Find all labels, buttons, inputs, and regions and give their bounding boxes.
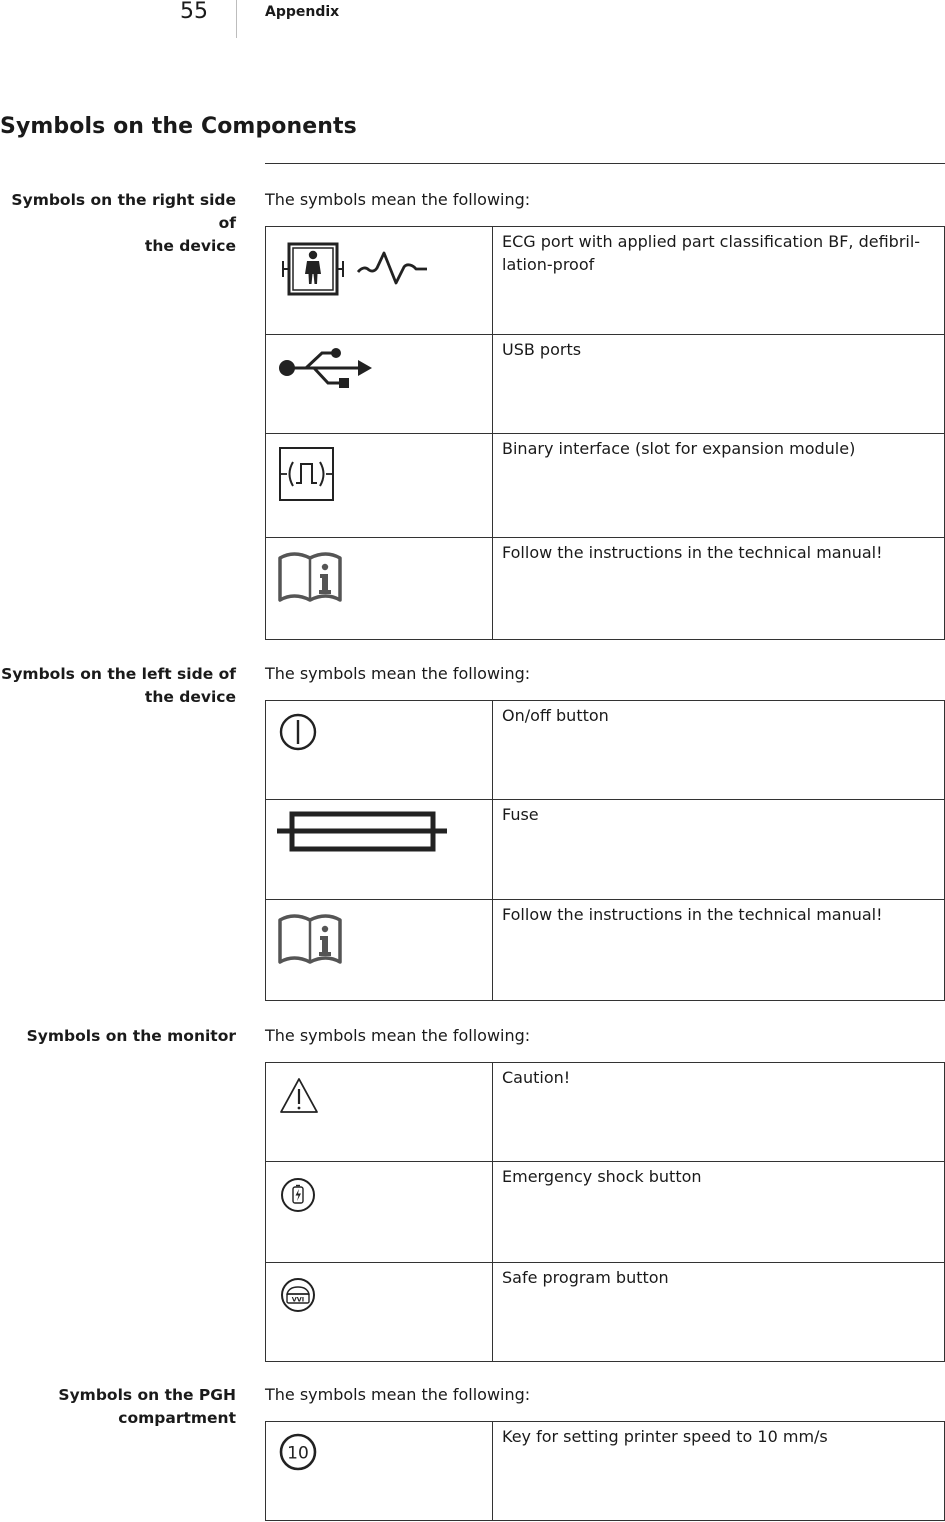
section-label-line: Symbols on the right side of bbox=[11, 191, 236, 232]
symbols-table-monitor bbox=[265, 1062, 945, 1362]
symbol-description: Emergency shock button bbox=[493, 1162, 945, 1263]
header-section-label: Appendix bbox=[265, 4, 340, 20]
printer-speed-icon-label: 10 bbox=[287, 1443, 309, 1464]
section-label-line: compartment bbox=[118, 1409, 236, 1427]
section-label-right-side bbox=[0, 189, 236, 258]
section-label-left-side bbox=[0, 663, 236, 709]
table-row bbox=[266, 900, 945, 1001]
section-label-monitor bbox=[0, 1025, 236, 1048]
table-row bbox=[266, 1263, 945, 1362]
ecg-port-bf-defib-icon bbox=[280, 241, 440, 297]
symbol-cell bbox=[266, 227, 493, 335]
symbol-description bbox=[493, 227, 945, 335]
symbol-description: USB ports bbox=[493, 335, 945, 434]
symbol-cell bbox=[266, 800, 493, 900]
table-row bbox=[266, 227, 945, 335]
table-row bbox=[266, 800, 945, 900]
printer-speed-10-icon bbox=[279, 1432, 321, 1474]
usb-icon bbox=[278, 347, 378, 391]
table-row bbox=[266, 701, 945, 800]
technical-manual-icon bbox=[278, 912, 344, 964]
section-label-line: Symbols on the left side of bbox=[1, 665, 236, 683]
safe-program-icon-label: VVI bbox=[291, 1295, 305, 1304]
symbol-description: Caution! bbox=[493, 1063, 945, 1162]
safe-program-icon bbox=[280, 1277, 320, 1317]
page-title: Symbols on the Components bbox=[0, 114, 357, 139]
section-intro: The symbols mean the following: bbox=[265, 664, 531, 683]
symbol-description: Follow the instructions in the technical manual! bbox=[493, 538, 945, 640]
symbol-description: Safe program button bbox=[493, 1263, 945, 1362]
symbols-table-right-side bbox=[265, 226, 945, 640]
table-row bbox=[266, 538, 945, 640]
symbol-cell bbox=[266, 335, 493, 434]
symbols-table-left-side bbox=[265, 700, 945, 1001]
symbol-description: Key for setting printer speed to 10 mm/s bbox=[493, 1422, 945, 1521]
caution-icon bbox=[280, 1077, 320, 1115]
section-intro: The symbols mean the following: bbox=[265, 190, 531, 209]
section-label-line: the device bbox=[144, 237, 236, 255]
description-line: ECG port with applied part classification BF, defibril- bbox=[502, 232, 921, 251]
symbol-cell bbox=[266, 434, 493, 538]
symbol-cell bbox=[266, 1063, 493, 1162]
symbols-table-pgh bbox=[265, 1421, 945, 1521]
symbol-cell bbox=[266, 701, 493, 800]
symbol-description: Follow the instructions in the technical manual! bbox=[493, 900, 945, 1001]
symbol-cell bbox=[266, 900, 493, 1001]
section-label-line: Symbols on the PGH bbox=[58, 1386, 236, 1404]
symbol-cell bbox=[266, 538, 493, 640]
page-number: 55 bbox=[180, 0, 208, 24]
power-icon bbox=[279, 713, 319, 753]
symbol-cell bbox=[266, 1263, 493, 1362]
binary-interface-icon bbox=[278, 446, 338, 504]
symbol-description: On/off button bbox=[493, 701, 945, 800]
symbol-cell bbox=[266, 1162, 493, 1263]
title-rule bbox=[265, 163, 945, 164]
table-row bbox=[266, 1162, 945, 1263]
section-intro: The symbols mean the following: bbox=[265, 1026, 531, 1045]
symbol-description: Fuse bbox=[493, 800, 945, 900]
description-line: lation-proof bbox=[502, 255, 595, 274]
table-row bbox=[266, 335, 945, 434]
header-divider bbox=[236, 0, 237, 38]
emergency-shock-icon bbox=[280, 1177, 320, 1217]
table-row bbox=[266, 1063, 945, 1162]
section-label-line: the device bbox=[144, 688, 236, 706]
section-intro: The symbols mean the following: bbox=[265, 1385, 531, 1404]
table-row bbox=[266, 434, 945, 538]
technical-manual-icon bbox=[278, 550, 344, 602]
fuse-icon bbox=[277, 811, 449, 853]
symbol-description: Binary interface (slot for expansion module) bbox=[493, 434, 945, 538]
section-label-pgh bbox=[0, 1384, 236, 1430]
table-row bbox=[266, 1422, 945, 1521]
section-label-line: Symbols on the monitor bbox=[26, 1027, 236, 1045]
symbol-cell bbox=[266, 1422, 493, 1521]
